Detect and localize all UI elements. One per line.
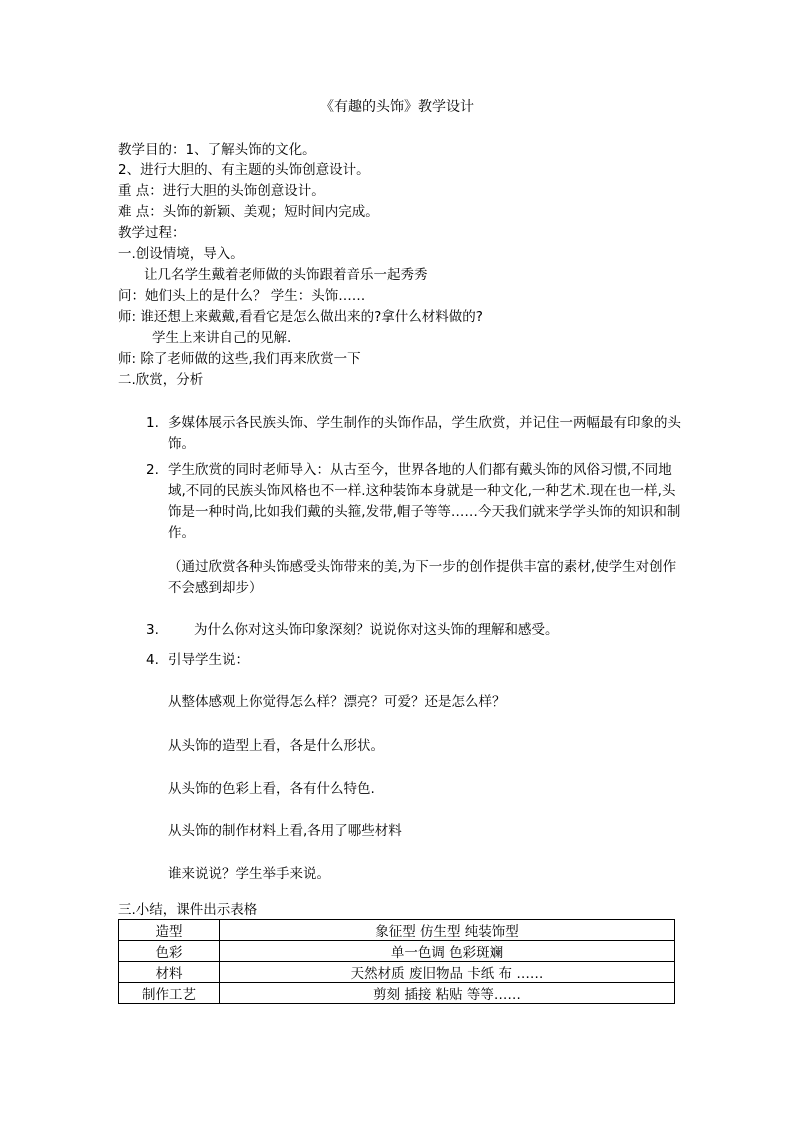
list-item (146, 413, 686, 455)
list-item (146, 460, 686, 544)
list-text: 多媒体展示各民族头饰、学生制作的头饰作品，学生欣赏，并记住一两幅最有印象的头饰。 (168, 415, 681, 452)
table-cell-key: 材料 (119, 962, 220, 983)
table-cell-value: 天然材质 废旧物品 卡纸 布 …… (220, 962, 675, 983)
section-one-heading: 一.创设情境，导入。 (118, 246, 244, 262)
table-row (119, 962, 675, 983)
teacher-line-2: 师: 除了老师做的这些,我们再来欣赏一下 (118, 351, 361, 367)
table-cell-value: 单一色调 色彩斑斓 (220, 941, 675, 962)
prompt-line: 从整体感观上你觉得怎么样？漂亮？可爱？还是怎么样？ (168, 694, 506, 710)
list-text: 学生欣赏的同时老师导入：从古至今，世界各地的人们都有戴头饰的风俗习惯,不同地域,不同的民族头饰风格也不一样.这种装饰本身就是一种文化,一种艺术.现在也一样,头饰是一种时尚,比如我们戴的头箍,发带,帽子等等……今天我们就来学学头饰的知识和制作。 (168, 462, 681, 541)
list-item (146, 557, 686, 599)
objective-line-1: 教学目的：1、了解头饰的文化。 (118, 142, 316, 158)
document-title: 《有趣的头饰》教学设计 (320, 99, 474, 115)
table-cell-value: 象征型 仿生型 纯装饰型 (220, 920, 675, 941)
list-text: 引导学生说： (168, 652, 249, 668)
prompt-line: 从头饰的制作材料上看,各用了哪些材料 (168, 823, 402, 839)
section-three-heading: 三.小结，课件出示表格 (118, 902, 258, 918)
question-line: 问：她们头上的是什么？ 学生：头饰…… (118, 288, 366, 304)
table-row (119, 983, 675, 1004)
list-number: 4. (146, 652, 159, 668)
process-heading: 教学过程： (118, 225, 186, 241)
table-cell-key: 色彩 (119, 941, 220, 962)
teacher-line-1: 师: 谁还想上来戴戴,看看它是怎么做出来的?拿什么材料做的? (118, 309, 483, 325)
difficulty-line: 难 点：头饰的新颖、美观；短时间内完成。 (118, 204, 379, 220)
intro-line: 让几名学生戴着老师做的头饰跟着音乐一起秀秀 (144, 267, 428, 283)
objective-line-2: 2、进行大胆的、有主题的头饰创意设计。 (118, 162, 370, 178)
table-cell-key: 造型 (119, 920, 220, 941)
list-text: 为什么你对这头饰印象深刻？说说你对这头饰的理解和感受。 (194, 622, 559, 638)
table-row (119, 941, 675, 962)
key-point-line: 重 点：进行大胆的头饰创意设计。 (118, 183, 325, 199)
section-two-heading: 二.欣赏，分析 (118, 372, 204, 388)
prompt-line: 从头饰的色彩上看，各有什么特色. (168, 781, 375, 797)
table-row (119, 920, 675, 941)
list-item (146, 620, 686, 641)
prompt-line: 从头饰的造型上看，各是什么形状。 (168, 738, 384, 754)
list-number: 2. (146, 462, 159, 478)
list-text: （通过欣赏各种头饰感受头饰带来的美,为下一步的创作提供丰富的素材,使学生对创作不会感到却步） (168, 559, 677, 596)
list-number: 1. (146, 415, 159, 431)
summary-table (118, 919, 675, 1004)
table-cell-key: 制作工艺 (119, 983, 220, 1004)
table-cell-value: 剪刻 插接 粘贴 等等…… (220, 983, 675, 1004)
student-line: 学生上来讲自己的见解. (152, 330, 292, 346)
prompt-line: 谁来说说？学生举手来说。 (168, 866, 330, 882)
list-number: 3. (146, 622, 159, 638)
list-item (146, 650, 686, 671)
